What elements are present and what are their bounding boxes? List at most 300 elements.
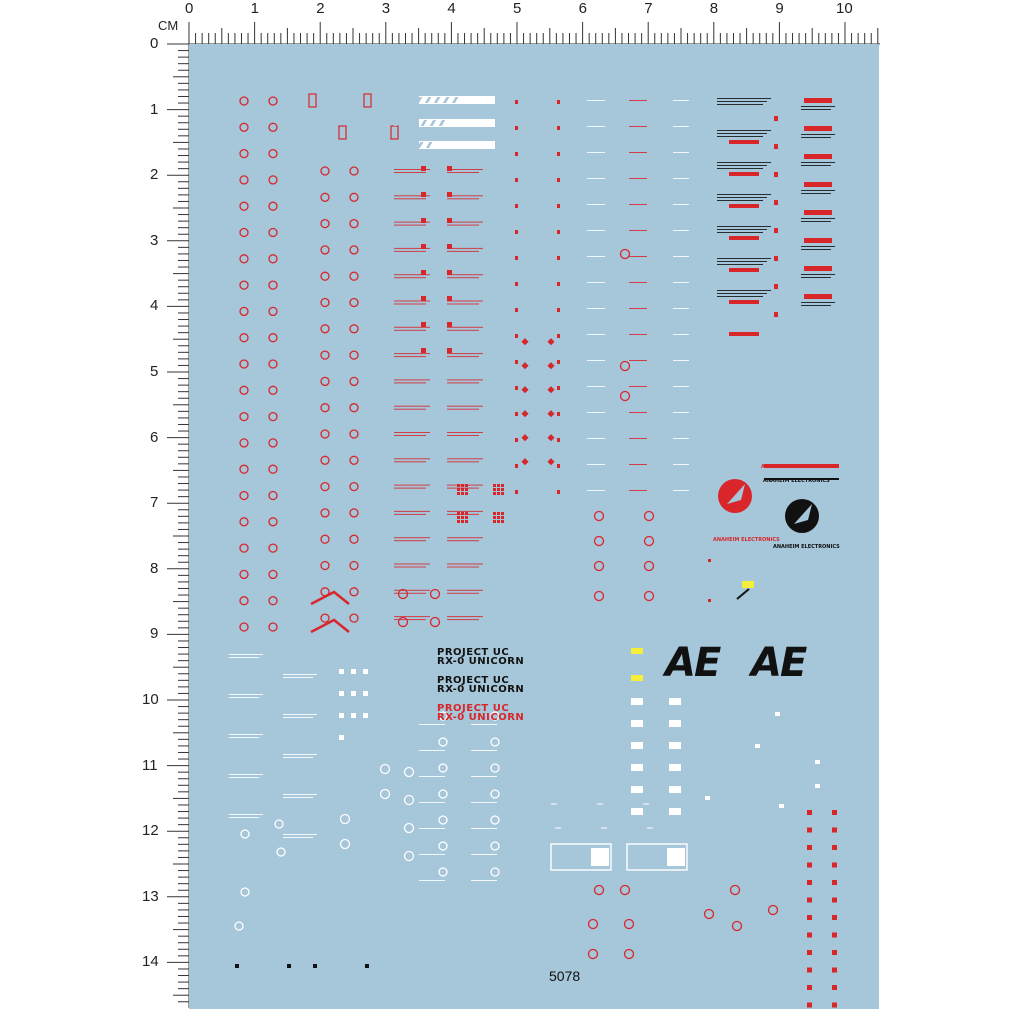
- text-line-decal: [394, 330, 426, 331]
- hazard-stripe: [412, 120, 418, 126]
- text-line-decal: [283, 674, 317, 675]
- ring-decal: [439, 738, 447, 746]
- ring-decal: [269, 465, 277, 473]
- block-decal: [807, 828, 812, 833]
- ring-decal: [491, 790, 499, 798]
- caution-label-decal: [804, 126, 832, 131]
- text-line-decal: [419, 750, 445, 751]
- text-line-decal: [447, 435, 479, 436]
- ring-decal: [269, 97, 277, 105]
- ring-decal: [240, 307, 248, 315]
- text-line-decal: [801, 249, 831, 250]
- project-uc-line2: RX-0 UNICORN: [437, 656, 525, 667]
- text-line-decal: [394, 540, 426, 541]
- text-line-decal: [717, 101, 767, 102]
- ring-decal: [350, 535, 358, 543]
- text-line-decal: [394, 382, 426, 383]
- ring-decal: [350, 193, 358, 201]
- checker-decal: [501, 488, 504, 491]
- text-line-decal: [283, 717, 313, 718]
- text-line-decal: [419, 802, 445, 803]
- ring-decal: [240, 97, 248, 105]
- diamond-decal: [521, 338, 528, 345]
- ring-decal: [350, 272, 358, 280]
- text-line-decal: [629, 178, 647, 179]
- text-line-decal: [801, 246, 835, 247]
- project-uc-decal-black: [437, 648, 524, 666]
- ruler-left-label: 10: [142, 691, 159, 708]
- text-line-decal: [394, 461, 426, 462]
- text-line-decal: [229, 737, 259, 738]
- text-line-decal: [447, 248, 483, 249]
- checker-decal: [493, 492, 496, 495]
- block-decal: [447, 270, 452, 275]
- text-line-decal: [394, 353, 430, 354]
- checker-decal: [465, 488, 468, 491]
- yellow-decal: [631, 675, 643, 681]
- ring-decal: [350, 377, 358, 385]
- checker-decal: [497, 512, 500, 515]
- block-decal: [557, 412, 560, 416]
- ring-decal: [240, 360, 248, 368]
- ring-decal: [439, 764, 447, 772]
- ruler-left-label: 13: [142, 887, 159, 905]
- project-uc-decal-red: [437, 704, 524, 722]
- text-line-decal: [447, 590, 483, 591]
- ruler-unit-label: CM: [158, 18, 179, 33]
- hazard-stripe: [394, 120, 400, 126]
- checker-decal: [465, 492, 468, 495]
- block-decal: [447, 218, 452, 223]
- white-block-decal: [631, 742, 643, 749]
- ring-decal: [350, 220, 358, 228]
- text-line-decal: [629, 490, 647, 491]
- ring-decal: [731, 886, 740, 895]
- text-line-decal: [447, 353, 483, 354]
- ring-decal: [269, 518, 277, 526]
- ring-decal: [350, 562, 358, 570]
- checker-decal: [497, 488, 500, 491]
- block-decal: [557, 100, 560, 104]
- text-line-decal: [283, 754, 317, 755]
- decal-graphics: [189, 44, 879, 1009]
- text-line-decal: [629, 438, 647, 439]
- checker-decal: [493, 516, 496, 519]
- text-line-decal: [673, 412, 689, 413]
- ring-decal: [240, 176, 248, 184]
- ring-decal: [625, 950, 634, 959]
- text-line-decal: [801, 162, 835, 163]
- frame-decal: [364, 94, 371, 107]
- block-decal: [807, 985, 812, 990]
- block-decal: [774, 144, 778, 149]
- block-decal: [447, 348, 452, 353]
- ruler-top-label: 2: [316, 0, 325, 17]
- ring-decal: [241, 888, 249, 896]
- text-line-decal: [447, 567, 479, 568]
- block-decal: [351, 691, 356, 696]
- ring-decal: [321, 325, 329, 333]
- text-line-decal: [471, 828, 497, 829]
- ring-decal: [399, 618, 408, 627]
- ring-decal: [321, 614, 329, 622]
- block-decal: [832, 880, 837, 885]
- ring-decal: [269, 360, 277, 368]
- text-line-decal: [801, 109, 831, 110]
- ring-decal: [595, 562, 604, 571]
- anaheim-caption-red-2: ANAHEIM ELECTRONICS: [713, 537, 780, 543]
- block-decal: [313, 964, 317, 968]
- text-line-decal: [419, 828, 445, 829]
- text-line-decal: [447, 616, 483, 617]
- text-line-decal: [587, 282, 605, 283]
- checker-decal: [461, 512, 464, 515]
- text-line-decal: [587, 126, 605, 127]
- text-line-decal: [717, 200, 763, 201]
- ring-decal: [439, 816, 447, 824]
- text-line-decal: [447, 327, 483, 328]
- ruler-left-label: 6: [150, 428, 159, 446]
- block-decal: [557, 230, 560, 234]
- text-line-decal: [447, 195, 483, 196]
- ruler-top-label: 0: [185, 0, 194, 17]
- ring-decal: [240, 123, 248, 131]
- text-line-decal: [394, 409, 426, 410]
- ring-decal: [399, 590, 408, 599]
- ring-decal: [240, 334, 248, 342]
- ruler-left-label: 9: [150, 625, 159, 643]
- ring-decal: [321, 509, 329, 517]
- ring-decal: [621, 362, 630, 371]
- text-line-decal: [394, 251, 426, 252]
- block-decal: [807, 915, 812, 920]
- ring-decal: [321, 246, 329, 254]
- checker-decal: [457, 488, 460, 491]
- ring-decal: [269, 150, 277, 158]
- ring-decal: [405, 852, 414, 861]
- project-uc-line2: RX-0 UNICORN: [437, 684, 525, 695]
- caution-label-decal: [804, 266, 832, 271]
- text-line-decal: [394, 432, 430, 433]
- text-line-decal: [629, 256, 647, 257]
- caution-label-decal: [729, 172, 759, 176]
- block-decal: [557, 152, 560, 156]
- text-line-decal: [229, 814, 263, 815]
- hazard-stripe: [363, 142, 369, 148]
- ruler-top-label: 8: [709, 0, 719, 17]
- hazard-stripe: [408, 142, 414, 148]
- text-line-decal: [394, 356, 426, 357]
- block-decal: [515, 126, 518, 130]
- ruler-left-label: 0: [150, 35, 159, 52]
- text-line-decal: [629, 204, 647, 205]
- text-line-decal: [673, 490, 689, 491]
- block-decal: [339, 735, 344, 740]
- block-decal: [515, 152, 518, 156]
- ring-decal: [321, 404, 329, 412]
- block-decal: [363, 669, 368, 674]
- text-line-decal: [801, 305, 831, 306]
- ring-decal: [491, 868, 499, 876]
- ae-logo-decal: AE: [665, 640, 720, 686]
- text-line-decal: [447, 169, 483, 170]
- text-line-decal: [717, 133, 767, 134]
- text-line-decal: [447, 537, 483, 538]
- ring-decal: [645, 562, 654, 571]
- ring-decal: [595, 592, 604, 601]
- block-decal: [363, 713, 368, 718]
- text-line-decal: [673, 360, 689, 361]
- ring-decal: [439, 842, 447, 850]
- ruler-top-label: 7: [644, 0, 653, 17]
- text-line-decal: [587, 412, 605, 413]
- text-line-decal: [673, 152, 689, 153]
- ruler-top-label: 5: [513, 0, 522, 17]
- white-block-decal: [669, 742, 681, 749]
- ring-decal: [350, 299, 358, 307]
- ring-decal: [645, 592, 654, 601]
- text-line-decal: [717, 168, 763, 169]
- text-line-decal: [801, 218, 835, 219]
- text-line-decal: [717, 194, 771, 195]
- text-line-decal: [801, 106, 835, 107]
- text-line-decal: [447, 301, 483, 302]
- arrow-decal: [737, 589, 749, 599]
- ring-decal: [350, 404, 358, 412]
- block-decal: [807, 950, 812, 955]
- block-decal: [807, 845, 812, 850]
- ring-decal: [275, 820, 283, 828]
- ring-decal: [269, 281, 277, 289]
- text-line-decal: [283, 677, 313, 678]
- diamond-decal: [547, 386, 554, 393]
- text-line-decal: [394, 379, 430, 380]
- ring-decal: [350, 509, 358, 517]
- ruler-left-label: 7: [150, 494, 159, 512]
- block-decal: [339, 713, 344, 718]
- ring-decal: [269, 334, 277, 342]
- ring-decal: [240, 439, 248, 447]
- text-line-decal: [801, 134, 835, 135]
- checker-decal: [493, 520, 496, 523]
- caution-label-decal: [729, 300, 759, 304]
- ring-decal: [350, 588, 358, 596]
- text-line-decal: [717, 229, 767, 230]
- ring-decal: [269, 307, 277, 315]
- block-decal: [705, 796, 710, 800]
- project-uc-line1: PROJECT UC: [437, 675, 510, 686]
- ring-decal: [240, 570, 248, 578]
- hazard-stripe: [398, 97, 404, 103]
- ring-decal: [595, 886, 604, 895]
- text-line-decal: [229, 777, 259, 778]
- text-line-decal: [447, 540, 479, 541]
- block-decal: [557, 204, 560, 208]
- text-line-decal: [394, 277, 426, 278]
- block-decal: [832, 985, 837, 990]
- checker-decal: [465, 520, 468, 523]
- block-decal: [515, 178, 518, 182]
- block-decal: [832, 915, 837, 920]
- block-decal: [557, 178, 560, 182]
- text-line-decal: [229, 734, 263, 735]
- ruler-top-label: 10: [836, 0, 853, 17]
- ring-decal: [321, 430, 329, 438]
- text-line-decal: [587, 438, 605, 439]
- checker-decal: [457, 520, 460, 523]
- block-decal: [235, 964, 239, 968]
- block-decal: [421, 218, 426, 223]
- text-line-decal: [394, 537, 430, 538]
- chevron-decal: [311, 620, 349, 632]
- text-line-decal: [447, 251, 479, 252]
- checker-decal: [493, 488, 496, 491]
- project-uc-line1: PROJECT UC: [437, 703, 510, 714]
- block-decal: [774, 172, 778, 177]
- text-line-decal: [673, 386, 689, 387]
- block-decal: [832, 950, 837, 955]
- project-uc-line1: PROJECT UC: [437, 647, 510, 658]
- checker-decal: [461, 488, 464, 491]
- diamond-decal: [547, 458, 554, 465]
- diamond-decal: [547, 362, 554, 369]
- ring-decal: [321, 299, 329, 307]
- text-line-decal: [394, 567, 426, 568]
- caution-label-decal: [804, 238, 832, 243]
- ring-decal: [439, 790, 447, 798]
- yellow-decal: [742, 581, 754, 588]
- checker-decal: [493, 512, 496, 515]
- text-line-decal: [447, 461, 479, 462]
- text-line-decal: [447, 222, 483, 223]
- text-line-decal: [673, 334, 689, 335]
- text-line-decal: [673, 256, 689, 257]
- text-line-decal: [447, 382, 479, 383]
- text-line-decal: [587, 308, 605, 309]
- text-line-decal: [394, 225, 426, 226]
- ring-decal: [235, 922, 243, 930]
- ring-decal: [350, 614, 358, 622]
- caution-label-decal: [804, 294, 832, 299]
- text-line-decal: [447, 274, 483, 275]
- ring-decal: [321, 535, 329, 543]
- text-line-decal: [717, 98, 771, 99]
- block-decal: [775, 712, 780, 716]
- ring-decal: [240, 465, 248, 473]
- text-line-decal: [471, 802, 497, 803]
- checker-decal: [461, 492, 464, 495]
- ruler-top-label: 3: [381, 0, 391, 17]
- text-line-decal: [447, 172, 479, 173]
- text-line-decal: [447, 356, 479, 357]
- text-line-decal: [394, 564, 430, 565]
- text-line-decal: [447, 564, 483, 565]
- block-decal: [557, 282, 560, 286]
- decal-sheet: [189, 44, 879, 1009]
- block-decal: [774, 312, 778, 317]
- text-line-decal: [394, 198, 426, 199]
- checker-decal: [457, 516, 460, 519]
- block-decal: [421, 244, 426, 249]
- ruler-top-label: 1: [250, 0, 259, 17]
- text-line-decal: [673, 308, 689, 309]
- diamond-decal: [547, 410, 554, 417]
- text-line-decal: [229, 697, 259, 698]
- block-decal: [774, 116, 778, 121]
- ring-decal: [240, 492, 248, 500]
- text-line-decal: [801, 274, 835, 275]
- block-decal: [774, 228, 778, 233]
- block-decal: [557, 464, 560, 468]
- text-line-decal: [447, 225, 479, 226]
- block-decal: [557, 490, 560, 494]
- text-line-decal: [447, 593, 479, 594]
- ring-decal: [321, 351, 329, 359]
- sheet-code: 5078: [549, 968, 581, 984]
- ring-decal: [621, 886, 630, 895]
- text-line-decal: [447, 511, 483, 512]
- text-line-decal: [587, 256, 605, 257]
- text-line-decal: [283, 794, 317, 795]
- ring-decal: [321, 377, 329, 385]
- ring-decal: [240, 544, 248, 552]
- block-decal: [807, 810, 812, 815]
- block-decal: [832, 863, 837, 868]
- block-decal: [515, 100, 518, 104]
- ruler-top-label: 9: [775, 0, 784, 17]
- block-decal: [515, 360, 518, 364]
- checker-decal: [497, 520, 500, 523]
- text-line-decal: [587, 464, 605, 465]
- checker-decal: [461, 520, 464, 523]
- ring-decal: [341, 840, 350, 849]
- text-line-decal: [673, 282, 689, 283]
- ruler-left-label: 1: [150, 100, 159, 118]
- ring-decal: [240, 413, 248, 421]
- white-block-decal: [631, 786, 643, 793]
- block-decal: [351, 713, 356, 718]
- block-decal: [557, 360, 560, 364]
- caution-label-decal: [804, 210, 832, 215]
- caution-label-decal: [804, 154, 832, 159]
- text-line-decal: [447, 330, 479, 331]
- caution-label-decal: [804, 98, 832, 103]
- frame-decal: [339, 126, 346, 139]
- block-decal: [339, 669, 344, 674]
- anaheim-caption-black: ANAHEIM ELECTRONICS: [763, 478, 830, 484]
- white-block-decal: [591, 848, 609, 866]
- ring-decal: [321, 193, 329, 201]
- ruler-left-label: 3: [150, 231, 159, 249]
- diamond-decal: [521, 434, 528, 441]
- block-decal: [557, 308, 560, 312]
- caution-label-decal: [729, 204, 759, 208]
- block-decal: [807, 1003, 812, 1008]
- text-line-decal: [394, 488, 426, 489]
- text-line-decal: [629, 464, 647, 465]
- text-line-decal: [673, 126, 689, 127]
- text-line-decal: [419, 854, 445, 855]
- anaheim-caption-black-2: ANAHEIM ELECTRONICS: [773, 544, 840, 550]
- block-decal: [421, 192, 426, 197]
- checker-decal: [501, 516, 504, 519]
- ring-decal: [240, 150, 248, 158]
- hazard-stripe: [390, 142, 396, 148]
- text-line-decal: [394, 435, 426, 436]
- text-line-decal: [801, 193, 831, 194]
- white-block-decal: [631, 720, 643, 727]
- ring-decal: [240, 623, 248, 631]
